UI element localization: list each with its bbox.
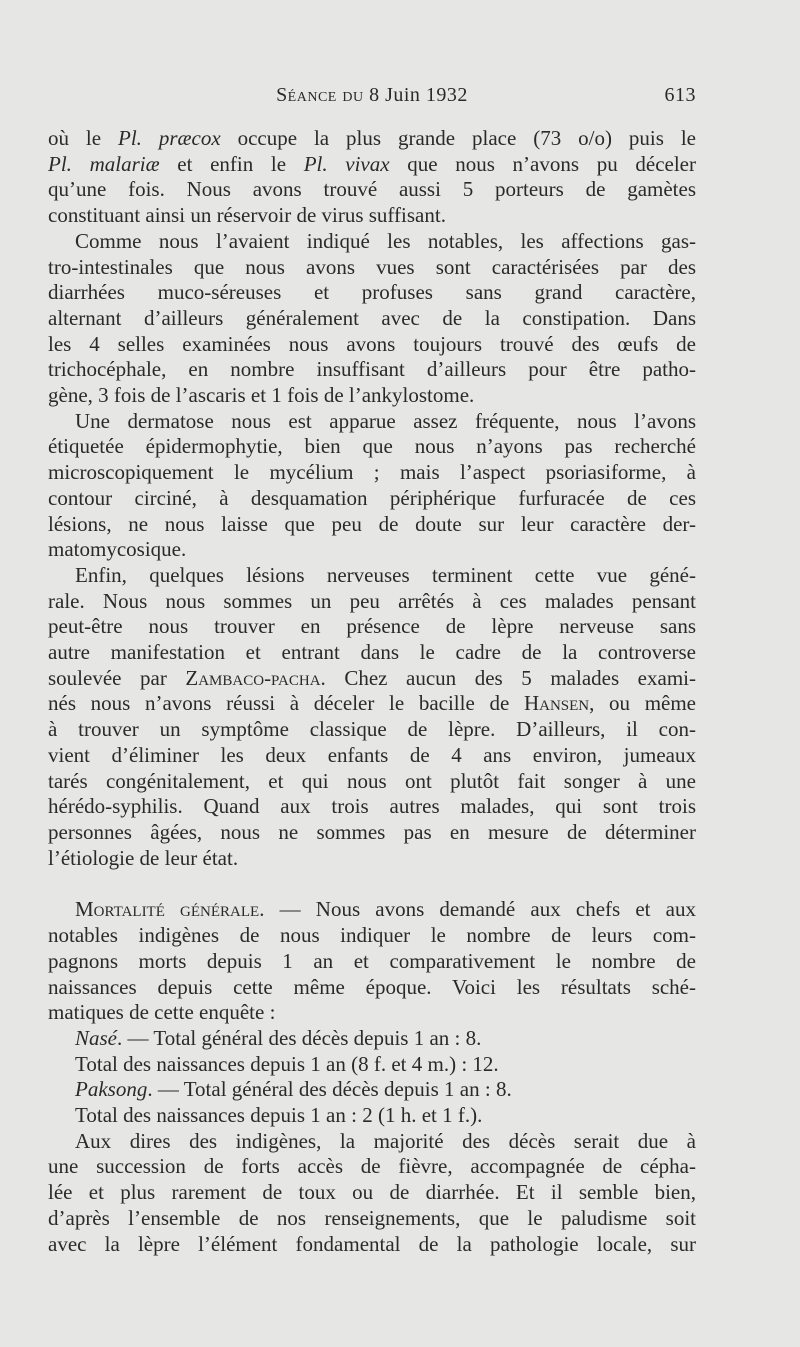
text-line: Paksong. — Total général des décès depuis 1 an : 8. bbox=[75, 1077, 512, 1102]
small-caps-name: Hansen bbox=[523, 691, 590, 716]
italic-term: Nasé bbox=[75, 1025, 117, 1050]
text-line: Total des naissances depuis 1 an (8 f. et 4 m.) : 12. bbox=[75, 1051, 499, 1076]
text-line: microscopiquement le mycélium ; mais l’aspect psoriasiforme, à bbox=[48, 460, 696, 485]
italic-term: Pl. præcox bbox=[118, 126, 221, 150]
running-head bbox=[48, 84, 696, 114]
text-line: gène, 3 fois de l’ascaris et 1 fois de l’ankylostome. bbox=[48, 383, 475, 408]
text-line: Une dermatose nous est apparue assez fréquente, nous l’avons bbox=[75, 408, 696, 433]
text-line: diarrhées muco-séreuses et profuses sans grand caractère, bbox=[48, 280, 696, 305]
text-line: vient d’éliminer les deux enfants de 4 ans environ, jumeaux bbox=[48, 742, 696, 767]
text-line: l’étiologie de leur état. bbox=[48, 845, 239, 870]
text-line: trichocéphale, en nombre insuffisant d’ailleurs pour être patho- bbox=[48, 357, 696, 382]
text-line: Pl. malariæ et enfin le Pl. vivax que nous n’avons pu déceler bbox=[48, 151, 696, 176]
running-head-date: 8 Juin 1932 bbox=[369, 84, 468, 106]
text-line: une succession de forts accès de fièvre, accompagnée de cépha- bbox=[48, 1154, 696, 1179]
text-line: personnes âgées, nous ne sommes pas en mesure de déterminer bbox=[48, 819, 696, 844]
text-line: Total des naissances depuis 1 an : 2 (1 h. et 1 f.). bbox=[75, 1103, 483, 1128]
text-line: qu’une fois. Nous avons trouvé aussi 5 porteurs de gamètes bbox=[48, 177, 696, 202]
text-line: constituant ainsi un réservoir de virus suffisant. bbox=[48, 203, 446, 228]
paragraph bbox=[48, 409, 696, 563]
small-caps-name: Mortalité générale bbox=[75, 897, 260, 922]
text-line: Aux dires des indigènes, la majorité des décès serait due à bbox=[75, 1128, 696, 1153]
text-line: rale. Nous nous sommes un peu arrêtés à ces malades pensant bbox=[48, 588, 696, 613]
paragraph bbox=[48, 1077, 696, 1103]
text-line: pagnons morts depuis 1 an et comparativement le nombre de bbox=[48, 948, 696, 973]
small-caps-name: Zambaco-pacha bbox=[185, 665, 321, 690]
text-line: notables indigènes de nous indiquer le nombre de leurs com- bbox=[48, 923, 696, 948]
text-line: Nasé. — Total général des décès depuis 1 an : 8. bbox=[75, 1025, 482, 1050]
text-line: lée et plus rarement de toux ou de diarrhée. Et il semble bien, bbox=[48, 1180, 696, 1205]
text-line: à trouver un symptôme classique de lèpre. D’ailleurs, il con- bbox=[48, 717, 696, 742]
paragraph bbox=[48, 126, 696, 229]
text-line: Comme nous l’avaient indiqué les notables, les affections gas- bbox=[75, 228, 696, 253]
paragraph bbox=[48, 1026, 696, 1052]
paragraph bbox=[48, 1129, 696, 1258]
italic-term: Pl. vivax bbox=[303, 151, 390, 176]
text-line: Enfin, quelques lésions nerveuses terminent cette vue géné- bbox=[75, 562, 696, 587]
body-text bbox=[48, 126, 696, 1257]
running-head-title bbox=[48, 84, 696, 107]
text-line: matiques de cette enquête : bbox=[48, 1000, 276, 1025]
text-line: étiquetée épidermophytie, bien que nous n’ayons pas recherché bbox=[48, 434, 696, 459]
text-line: les 4 selles examinées nous avons toujours trouvé des œufs de bbox=[48, 331, 696, 356]
text-line: où le Pl. præcox occupe la plus grande place (73 o/o) puis le bbox=[48, 126, 696, 150]
text-line: lésions, ne nous laisse que peu de doute sur leur caractère der- bbox=[48, 511, 696, 536]
text-line: naissances depuis cette même époque. Voici les résultats sché- bbox=[48, 974, 696, 999]
running-head-prefix: Séance du bbox=[276, 84, 364, 106]
italic-term: Pl. malariæ bbox=[48, 151, 160, 176]
text-line: avec la lèpre l’élément fondamental de la pathologie locale, sur bbox=[48, 1231, 696, 1256]
text-line: nés nous n’avons réussi à déceler le bacille de Hansen, ou même bbox=[48, 691, 697, 716]
paragraph bbox=[48, 897, 696, 1026]
text-line: matomycosique. bbox=[48, 537, 187, 562]
page-number: 613 bbox=[664, 84, 696, 106]
text-line: hérédo-syphilis. Quand aux trois autres malades, qui sont trois bbox=[48, 794, 696, 819]
text-line: d’après l’ensemble de nos renseignements, que le paludisme soit bbox=[48, 1205, 696, 1230]
paragraph bbox=[48, 563, 696, 871]
paragraph bbox=[48, 1103, 696, 1129]
paragraph bbox=[48, 229, 696, 409]
text-line: autre manifestation et entrant dans le cadre de la controverse bbox=[48, 640, 696, 665]
text-line: contour circiné, à desquamation périphérique furfuracée de ces bbox=[48, 485, 696, 510]
italic-term: Paksong bbox=[75, 1077, 148, 1102]
paragraph bbox=[48, 1052, 696, 1078]
text-line: tarés congénitalement, et qui nous ont plutôt fait songer à une bbox=[48, 768, 696, 793]
text-line: soulevée par Zambaco-pacha. Chez aucun des 5 malades exami- bbox=[48, 665, 696, 690]
text-line: Mortalité générale. — Nous avons demandé aux chefs et aux bbox=[75, 897, 696, 922]
text-line: tro-intestinales que nous avons vues sont caractérisées par des bbox=[48, 254, 696, 279]
text-line: alternant d’ailleurs généralement avec de la constipation. Dans bbox=[48, 305, 696, 330]
text-line: peut-être nous trouver en présence de lèpre nerveuse sans bbox=[48, 614, 696, 639]
